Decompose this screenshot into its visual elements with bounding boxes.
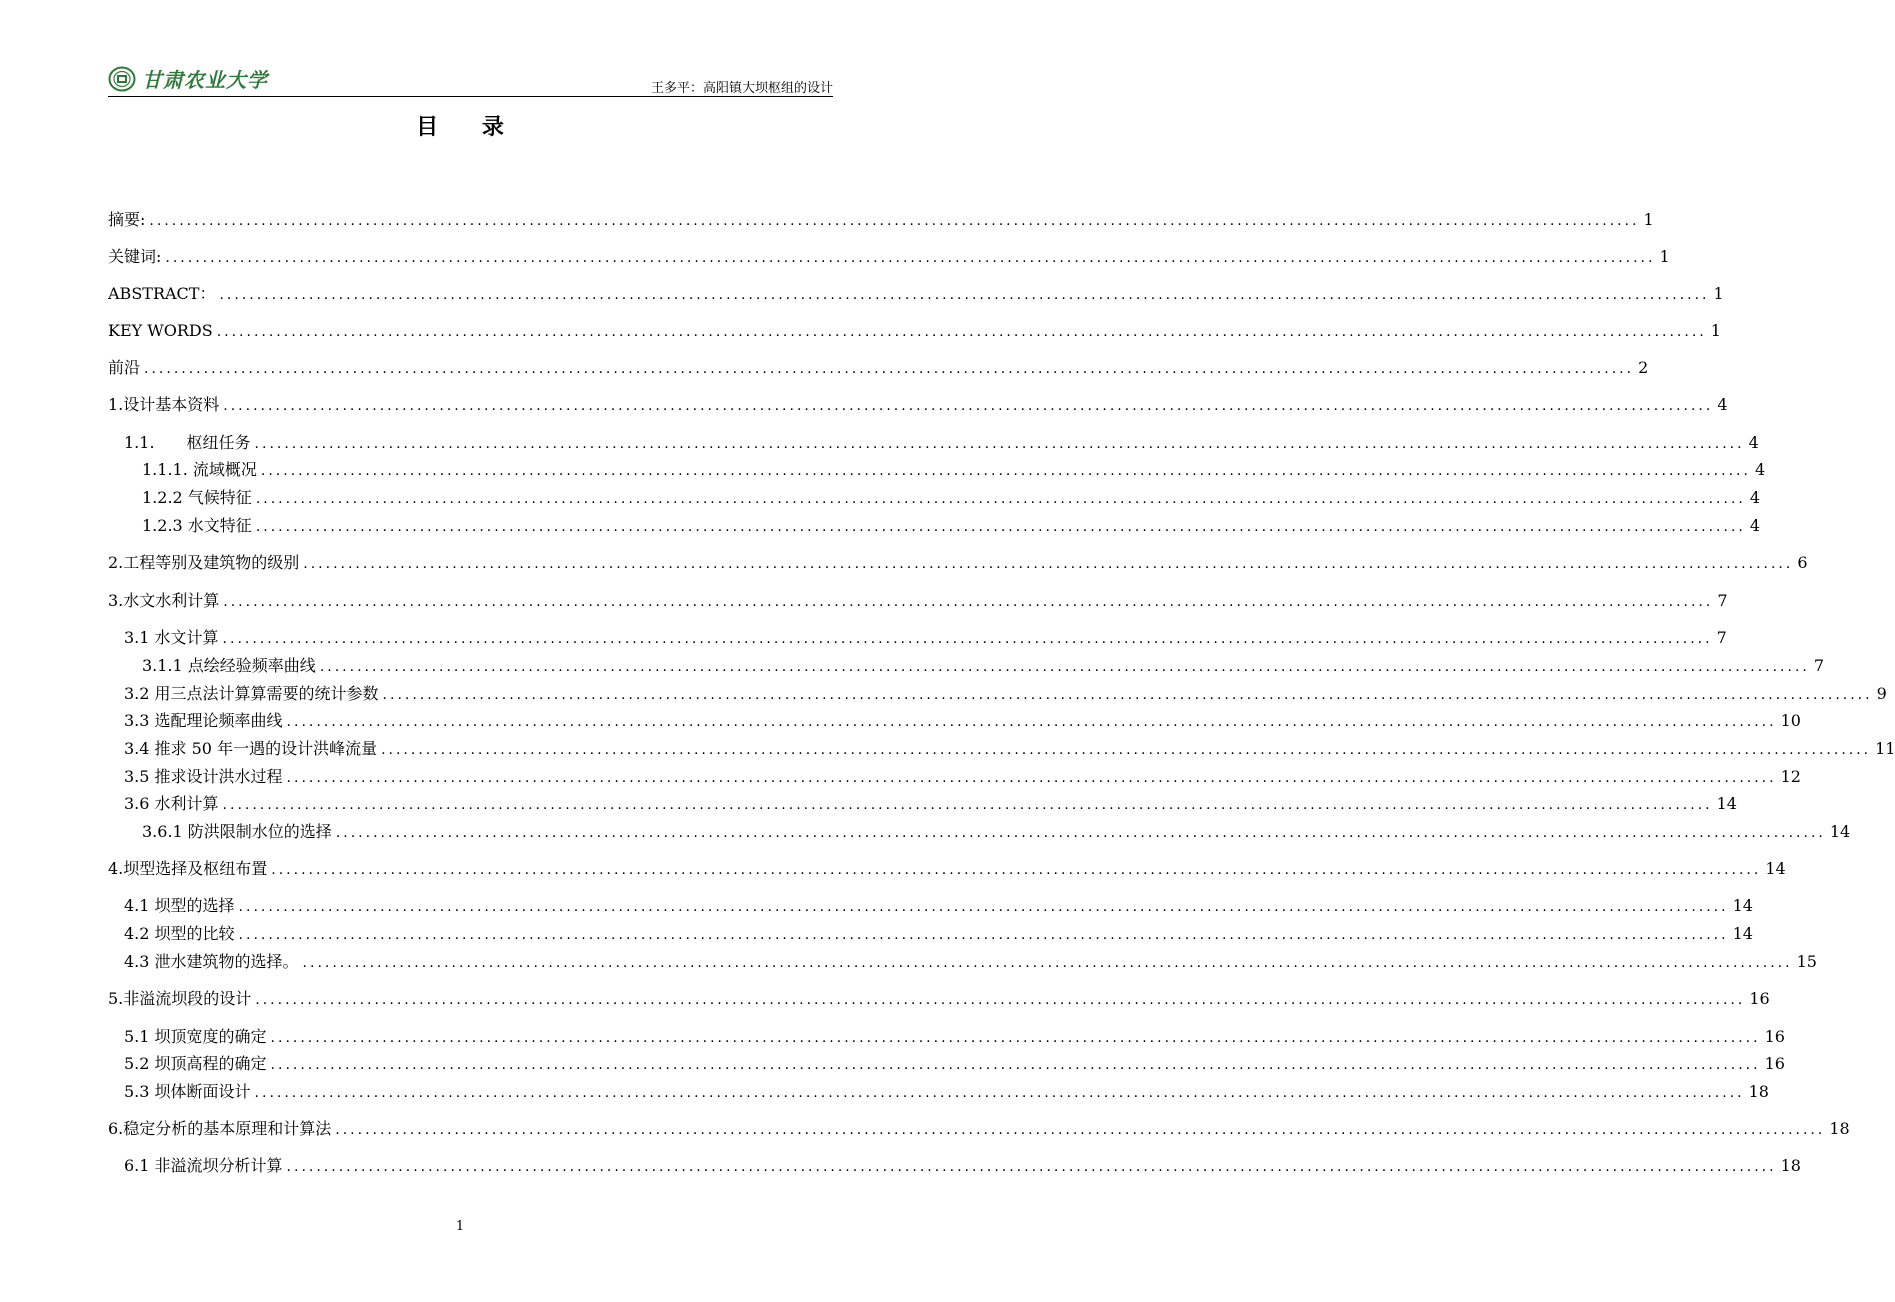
toc-entry-page: 1 bbox=[1659, 247, 1670, 266]
toc-dot-leader: ........................................................................................................................................................................................................ bbox=[286, 770, 1777, 786]
toc-entry[interactable] bbox=[108, 736, 1895, 762]
header-thesis-title: 王多平：高阳镇大坝枢组的设计 bbox=[650, 81, 833, 96]
toc-entry[interactable] bbox=[108, 281, 1724, 307]
toc-entry-label: 3.水文水利计算 bbox=[108, 591, 220, 610]
toc-dot-leader: ........................................................................................................................................................................................................ bbox=[254, 436, 1745, 452]
toc-dot-leader: ........................................................................................................................................................................................................ bbox=[254, 1085, 1745, 1101]
toc-entry[interactable] bbox=[108, 949, 1817, 975]
toc-entry-label: 5.非溢流坝段的设计 bbox=[108, 989, 252, 1008]
toc-entry-label: 4.3 泄水建筑物的选择。 bbox=[124, 952, 299, 971]
page-header bbox=[108, 62, 833, 97]
toc-entry[interactable] bbox=[108, 625, 1727, 651]
toc-entry[interactable] bbox=[108, 392, 1728, 418]
toc-entry-label: 1.1. 枢纽任务 bbox=[124, 433, 251, 452]
toc-entry-page: 16 bbox=[1764, 1027, 1785, 1046]
toc-entry-page: 14 bbox=[1716, 794, 1737, 813]
toc-dot-leader: ........................................................................................................................................................................................................ bbox=[303, 556, 1794, 572]
toc-entry-page: 4 bbox=[1754, 460, 1766, 479]
toc-dot-leader: ........................................................................................................................................................................................................ bbox=[335, 825, 1826, 841]
toc-entry-page: 1 bbox=[1710, 321, 1721, 340]
toc-entry-page: 9 bbox=[1876, 684, 1887, 703]
toc-entry-page: 18 bbox=[1829, 1119, 1850, 1138]
toc-dot-leader: ........................................................................................................................................................................................................ bbox=[319, 659, 1810, 675]
toc-dot-leader: ........................................................................................................................................................................................................ bbox=[260, 463, 1751, 479]
toc-dot-leader: ........................................................................................................................................................................................................ bbox=[216, 324, 1707, 340]
toc-entry[interactable] bbox=[108, 1153, 1801, 1179]
toc-entry[interactable] bbox=[108, 921, 1753, 947]
toc-entry-label: ABSTRACT： bbox=[108, 284, 216, 303]
toc-entry[interactable] bbox=[108, 819, 1851, 845]
toc-entry-label: 6.1 非溢流坝分析计算 bbox=[124, 1156, 283, 1175]
toc-entry-page: 15 bbox=[1796, 952, 1817, 971]
toc-dot-leader: ........................................................................................................................................................................................................ bbox=[381, 742, 1872, 758]
university-name: 甘肃农业大学 bbox=[142, 68, 268, 92]
toc-entry-label: 6.稳定分析的基本原理和计算法 bbox=[108, 1119, 332, 1138]
toc-dot-leader: ........................................................................................................................................................................................................ bbox=[238, 927, 1729, 943]
toc-dot-leader: ........................................................................................................................................................................................................ bbox=[165, 250, 1656, 266]
toc-entry-label: 5.2 坝顶高程的确定 bbox=[124, 1054, 267, 1073]
toc-entry-label: 3.6.1 防洪限制水位的选择 bbox=[142, 822, 332, 841]
toc-entry-page: 10 bbox=[1780, 711, 1801, 730]
toc-dot-leader: ........................................................................................................................................................................................................ bbox=[238, 899, 1729, 915]
toc-entry-page: 14 bbox=[1732, 896, 1753, 915]
toc-entry-label: 前沿 bbox=[108, 358, 141, 377]
toc-dot-leader: ........................................................................................................................................................................................................ bbox=[255, 491, 1746, 507]
toc-entry-label: 5.1 坝顶宽度的确定 bbox=[124, 1027, 267, 1046]
toc-dot-leader: ........................................................................................................................................................................................................ bbox=[270, 1057, 1761, 1073]
toc-entry-page: 11 bbox=[1875, 739, 1895, 758]
toc-entry[interactable] bbox=[108, 1051, 1785, 1077]
toc-entry[interactable] bbox=[108, 893, 1753, 919]
toc-entry-page: 7 bbox=[1716, 628, 1727, 647]
university-seal-icon bbox=[108, 66, 136, 92]
toc-entry[interactable] bbox=[108, 355, 1649, 381]
toc-entry-label: 3.1.1 点绘经验频率曲线 bbox=[142, 656, 316, 675]
toc-dot-leader: ........................................................................................................................................................................................................ bbox=[222, 797, 1713, 813]
toc-entry-label: 1.2.3 水文特征 bbox=[142, 516, 252, 535]
toc-entry-page: 7 bbox=[1717, 591, 1728, 610]
toc-entry-label: 1.1.1. 流域概况 bbox=[142, 460, 257, 479]
toc-dot-leader: ........................................................................................................................................................................................................ bbox=[382, 687, 1873, 703]
toc-entry-page: 14 bbox=[1829, 822, 1851, 841]
toc-dot-leader: ........................................................................................................................................................................................................ bbox=[219, 287, 1710, 303]
toc-entry-label: 3.6 水利计算 bbox=[124, 794, 219, 813]
toc-entry[interactable] bbox=[108, 457, 1766, 483]
toc-entry-label: 4.坝型选择及枢纽布置 bbox=[108, 859, 268, 878]
toc-entry[interactable] bbox=[108, 244, 1670, 270]
toc-entry-page: 18 bbox=[1780, 1156, 1801, 1175]
toc-entry-page: 1 bbox=[1713, 284, 1724, 303]
toc-entry[interactable] bbox=[108, 430, 1759, 456]
toc-dot-leader: ........................................................................................................................................................................................................ bbox=[223, 594, 1714, 610]
toc-entry-label: 1.设计基本资料 bbox=[108, 395, 220, 414]
toc-dot-leader: ........................................................................................................................................................................................................ bbox=[270, 1030, 1761, 1046]
toc-entry-page: 4 bbox=[1748, 433, 1759, 452]
toc-entry-label: 5.3 坝体断面设计 bbox=[124, 1082, 251, 1101]
page-title: 目 录 bbox=[416, 114, 522, 140]
toc-dot-leader: ........................................................................................................................................................................................................ bbox=[286, 1159, 1777, 1175]
toc-dot-leader: ........................................................................................................................................................................................................ bbox=[144, 361, 1635, 377]
toc-entry[interactable] bbox=[108, 986, 1770, 1012]
page-number: 1 bbox=[455, 1219, 465, 1234]
toc-entry[interactable] bbox=[108, 513, 1761, 539]
toc-entry-label: 4.2 坝型的比较 bbox=[124, 924, 235, 943]
toc-entry-label: 摘要: bbox=[108, 210, 146, 229]
toc-dot-leader: ........................................................................................................................................................................................................ bbox=[222, 631, 1713, 647]
toc-entry-page: 4 bbox=[1749, 488, 1761, 507]
toc-entry[interactable] bbox=[108, 550, 1808, 576]
toc-entry[interactable] bbox=[108, 764, 1801, 790]
toc-entry-label: 1.2.2 气候特征 bbox=[142, 488, 252, 507]
toc-entry[interactable] bbox=[108, 681, 1887, 707]
toc-entry-label: 3.5 推求设计洪水过程 bbox=[124, 767, 283, 786]
toc-entry[interactable] bbox=[108, 318, 1721, 344]
toc-entry-page: 4 bbox=[1749, 516, 1761, 535]
toc-entry-label: KEY WORDS bbox=[108, 321, 213, 340]
toc-entry[interactable] bbox=[108, 1116, 1850, 1142]
toc-entry-page: 1 bbox=[1643, 210, 1654, 229]
toc-entry-page: 12 bbox=[1780, 767, 1801, 786]
toc-entry[interactable] bbox=[108, 1024, 1785, 1050]
toc-entry[interactable] bbox=[108, 485, 1761, 511]
toc-entry-page: 14 bbox=[1765, 859, 1786, 878]
toc-entry[interactable] bbox=[108, 856, 1786, 882]
toc-entry-page: 18 bbox=[1748, 1082, 1769, 1101]
toc-entry-label: 3.3 选配理论频率曲线 bbox=[124, 711, 283, 730]
toc-entry-label: 2.工程等别及建筑物的级别 bbox=[108, 553, 300, 572]
toc-entry-label: 4.1 坝型的选择 bbox=[124, 896, 235, 915]
toc-entry[interactable] bbox=[108, 207, 1654, 233]
toc-entry-label: 3.4 推求 50 年一遇的设计洪峰流量 bbox=[124, 739, 378, 758]
toc-entry-page: 7 bbox=[1813, 656, 1825, 675]
toc-dot-leader: ........................................................................................................................................................................................................ bbox=[255, 992, 1746, 1008]
toc-entry[interactable] bbox=[108, 708, 1801, 734]
toc-entry-page: 14 bbox=[1732, 924, 1753, 943]
toc-entry-label: 3.1 水文计算 bbox=[124, 628, 219, 647]
toc-dot-leader: ........................................................................................................................................................................................................ bbox=[302, 955, 1793, 971]
toc-entry-label: 3.2 用三点法计算算需要的统计参数 bbox=[124, 684, 379, 703]
toc-entry-label: 关键词: bbox=[108, 247, 162, 266]
toc-entry-page: 6 bbox=[1797, 553, 1808, 572]
toc-entry-page: 16 bbox=[1749, 989, 1770, 1008]
toc-entry[interactable] bbox=[108, 653, 1825, 679]
toc-entry-page: 16 bbox=[1764, 1054, 1785, 1073]
toc-entry[interactable] bbox=[108, 1079, 1769, 1105]
toc-dot-leader: ........................................................................................................................................................................................................ bbox=[271, 862, 1762, 878]
toc-entry[interactable] bbox=[108, 588, 1728, 614]
toc-entry-page: 4 bbox=[1717, 395, 1728, 414]
university-logo bbox=[108, 64, 268, 93]
toc-dot-leader: ........................................................................................................................................................................................................ bbox=[149, 213, 1640, 229]
toc-entry-page: 2 bbox=[1638, 358, 1649, 377]
toc-dot-leader: ........................................................................................................................................................................................................ bbox=[335, 1122, 1826, 1138]
toc-dot-leader: ........................................................................................................................................................................................................ bbox=[255, 519, 1746, 535]
toc-dot-leader: ........................................................................................................................................................................................................ bbox=[286, 714, 1777, 730]
toc-dot-leader: ........................................................................................................................................................................................................ bbox=[223, 398, 1714, 414]
toc-entry[interactable] bbox=[108, 791, 1737, 817]
